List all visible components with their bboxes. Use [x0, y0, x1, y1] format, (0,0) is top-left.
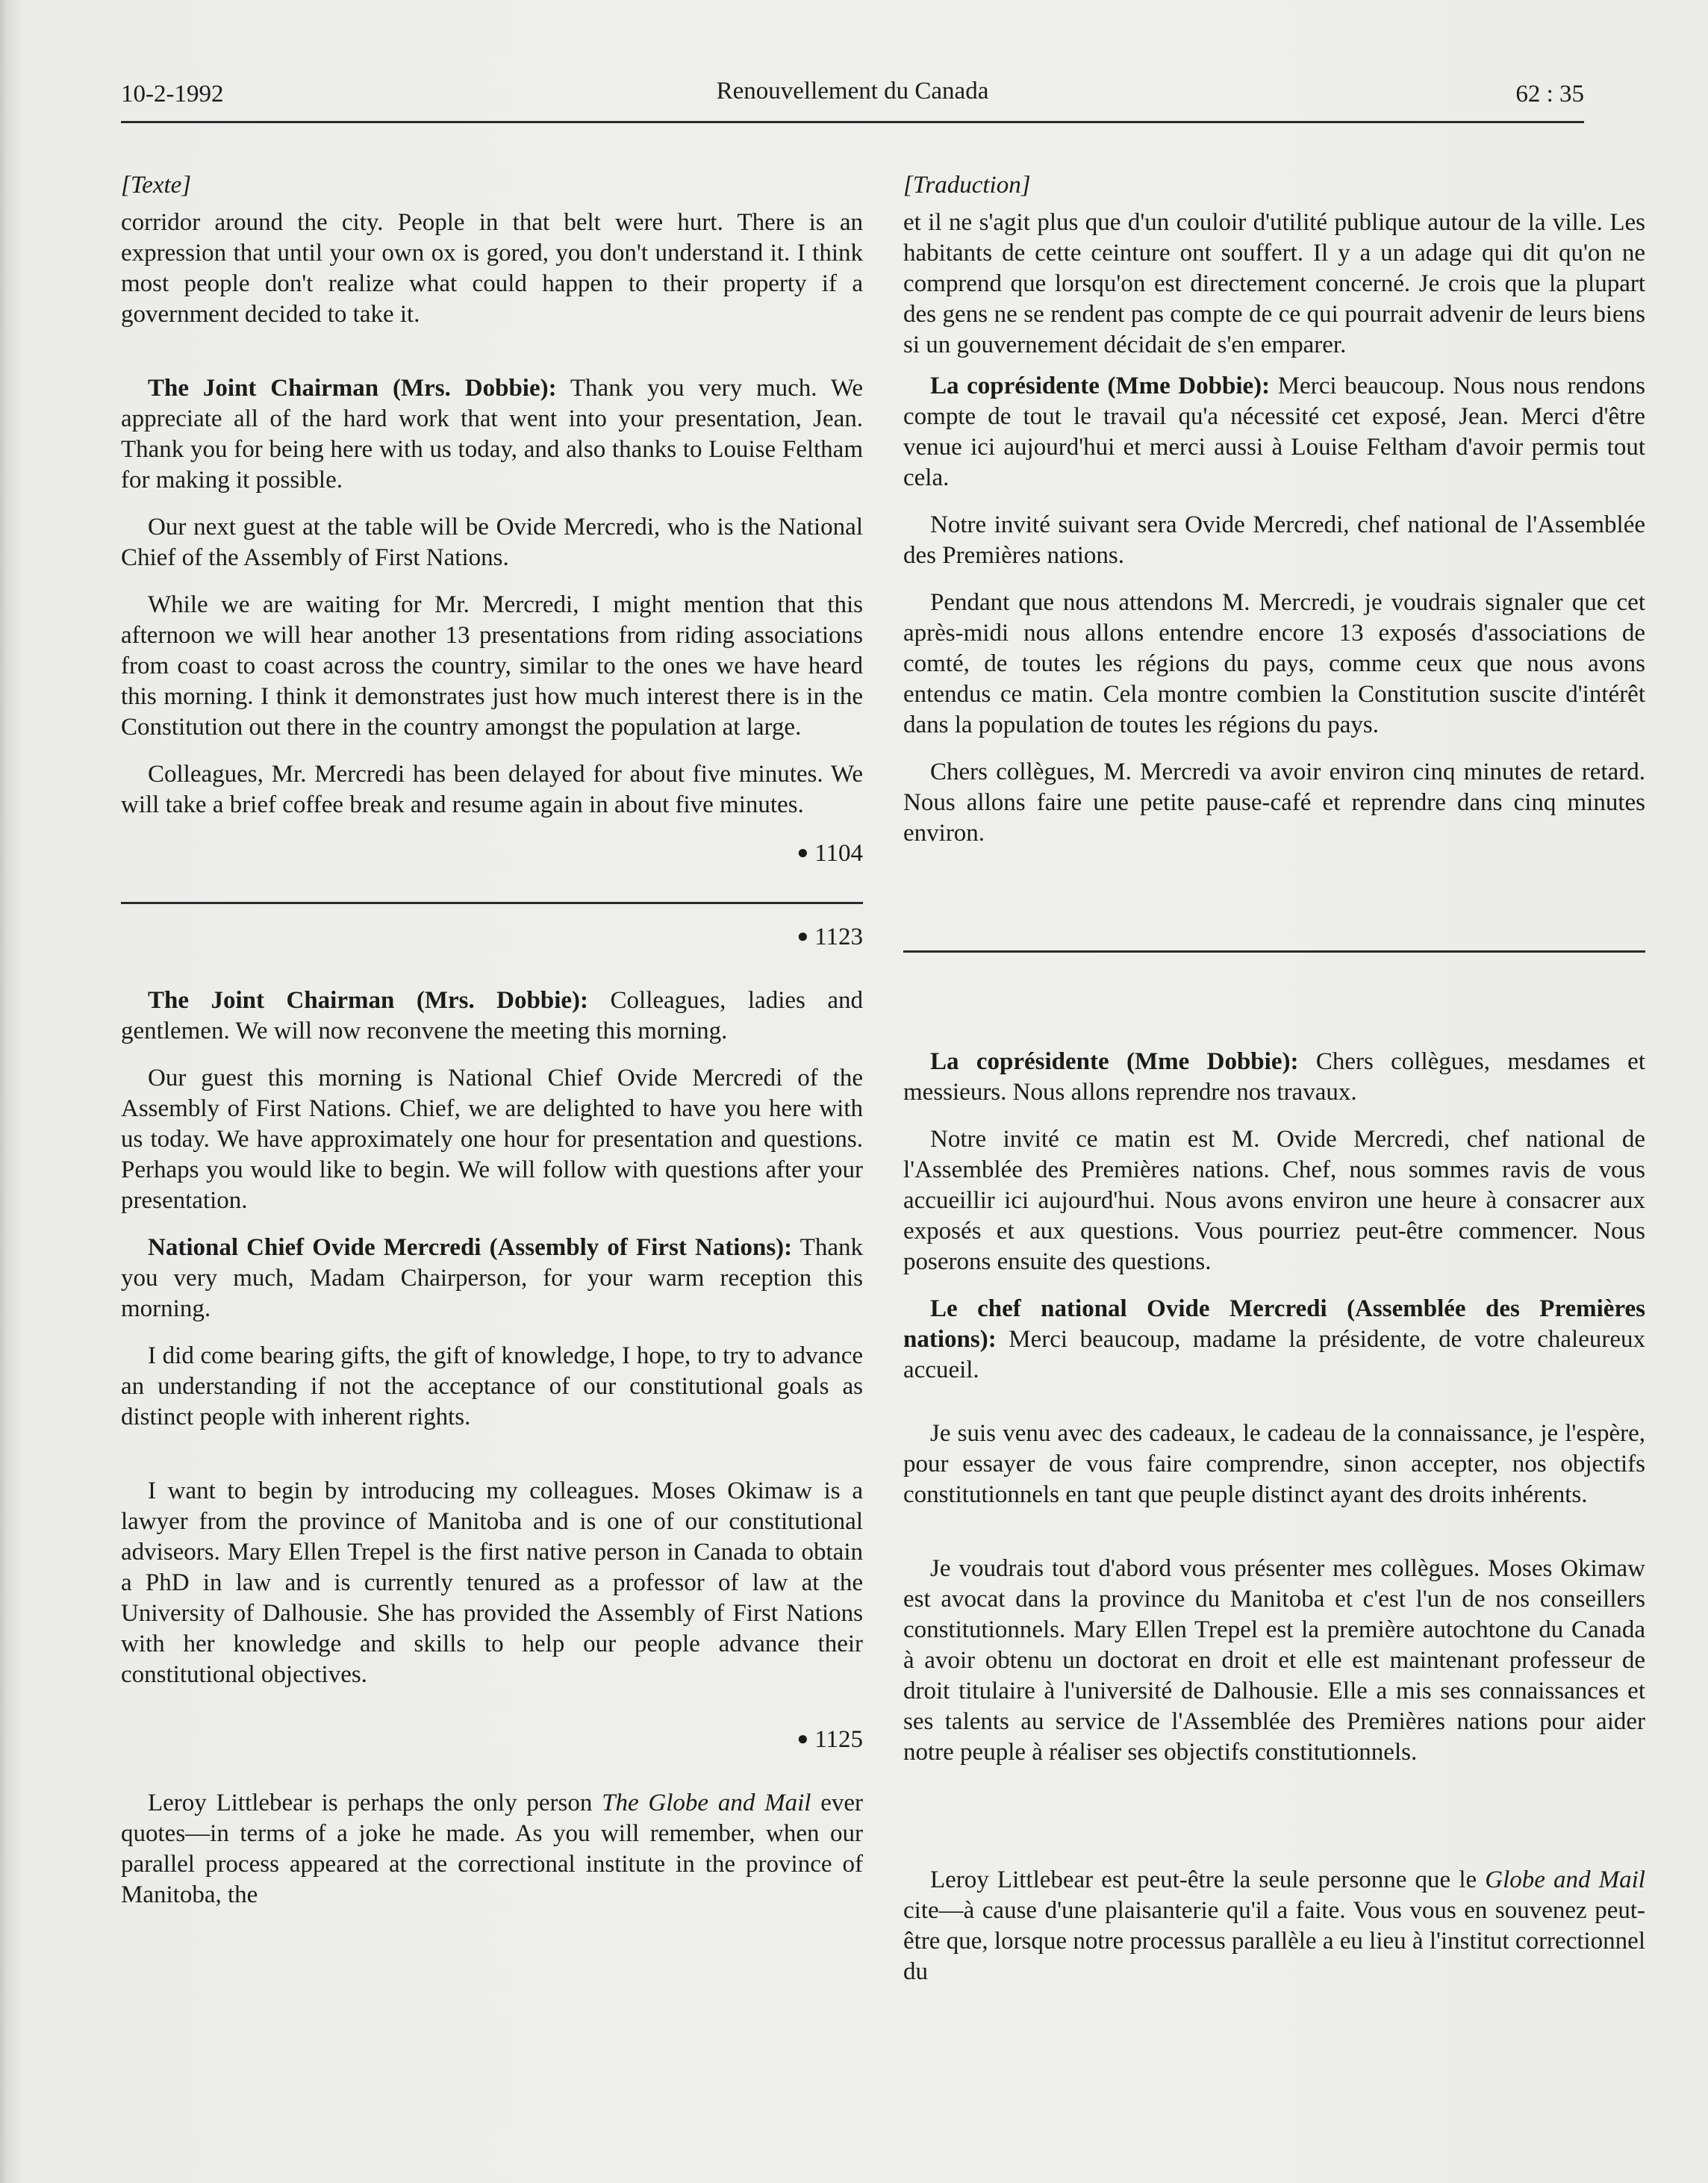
paragraph: corridor around the city. People in that belt were hurt. There is an expression that until your own ox is gored, you don't understand it. I think most people don't realize what could happen to their property if a government decided to take it.	[121, 209, 863, 328]
paragraph	[121, 373, 863, 496]
paragraph: Colleagues, Mr. Mercredi has been delayed for about five minutes. We will take a brief coffee break and resume again in about five minutes.	[121, 761, 863, 818]
bullet-icon: ●	[797, 841, 809, 863]
english-column	[121, 169, 863, 1910]
speech-text: Merci beaucoup. Nous nous rendons compte de tout le travail qu'a nécessité cet exposé, Jean. Merci d'être venue ici aujourd'hui et merci aussi à Louise Feltham d'avoir permis tout cela.	[903, 373, 1645, 491]
speech-text: Thank you very much, Madam Chairperson, for your warm reception this morning.	[121, 1234, 863, 1322]
text-run: ever quotes—in terms of a joke he made. As you will remember, when our parallel process appeared at the correctional institute in the province of Manitoba, the	[121, 1790, 863, 1908]
paragraph: Chers collègues, M. Mercredi va avoir environ cinq minutes de retard. Nous allons faire une petite pause-café et reprendre dans cinq minutes environ.	[903, 759, 1645, 847]
paragraph: Notre invité ce matin est M. Ovide Mercredi, chef national de l'Assemblée des Premières nations. Chef, nous sommes ravis de vous accueillir ici aujourd'hui. Nous avons environ une heure à consacrer aux exposés et aux questions. Vous pourriez peut-être commencer. Nous poserons ensuite des questions.	[903, 1126, 1645, 1275]
time-marker-value: 1123	[814, 924, 863, 950]
time-marker-value: 1104	[814, 840, 863, 867]
speaker-name: The Joint Chairman (Mrs. Dobbie):	[148, 987, 589, 1014]
paragraph: I did come bearing gifts, the gift of knowledge, I hope, to try to advance an understanding if not the acceptance of our constitutional goals as distinct people with inherent rights.	[121, 1342, 863, 1430]
time-marker-value: 1125	[814, 1726, 863, 1753]
paragraph	[903, 1047, 1645, 1108]
header-title: Renouvellement du Canada	[716, 78, 989, 105]
bullet-icon: ●	[797, 925, 809, 947]
paragraph	[121, 985, 863, 1047]
paragraph	[121, 1233, 863, 1324]
time-marker	[121, 837, 863, 869]
paragraph: Our next guest at the table will be Ovide Mercredi, who is the National Chief of the Assembly of First Nations.	[121, 514, 863, 571]
publication-title: Globe and Mail	[1485, 1866, 1645, 1893]
paragraph	[903, 371, 1645, 493]
speaker-name: Le chef national Ovide Mercredi (Assemblée des Premières nations):	[903, 1295, 1645, 1353]
speaker-name: National Chief Ovide Mercredi (Assembly of First Nations):	[148, 1234, 793, 1261]
publication-title: The Globe and Mail	[602, 1790, 811, 1816]
speech-text: Thank you very much. We appreciate all of the hard work that went into your presentation, Jean. Thank you for being here with us today, and also thanks to Louise Feltham for making it possible.	[121, 375, 863, 493]
speaker-name: La coprésidente (Mme Dobbie):	[930, 1048, 1299, 1075]
paragraph: et il ne s'agit plus que d'un couloir d'utilité publique autour de la ville. Les habitants de cette ceinture ont souffert. Il y a un adage qui dit qu'on ne comprend que lorsqu'on est directement concerné. Je crois que la plupart des gens ne se rendent pas compte de ce qui pourrait advenir de leurs biens si un gouvernement décidait de s'en emparer.	[903, 209, 1645, 358]
paragraph: Pendant que nous attendons M. Mercredi, je voudrais signaler que cet après-midi nous allons entendre encore 13 exposés d'associations de comté, de toutes les régions du pays, comme ceux que nous avons entendus ce matin. Cela montre combien la Constitution suscite d'intérêt dans la population de toutes les régions du pays.	[903, 589, 1645, 738]
paragraph: I want to begin by introducing my colleagues. Moses Okimaw is a lawyer from the province of Manitoba and is one of our constitutional adviseors. Mary Ellen Trepel is the first native person in Canada to obtain a PhD in law and is currently tenured as a professor of law at the University of Dalhousie. She has provided the Assembly of First Nations with her knowledge and skills to help our people advance their constitutional objectives.	[121, 1477, 863, 1688]
paragraph	[903, 1865, 1645, 1987]
text-run: Leroy Littlebear est peut-être la seule personne que le	[930, 1866, 1486, 1893]
paragraph: While we are waiting for Mr. Mercredi, I might mention that this afternoon we will hear another 13 presentations from riding associations from coast to coast across the country, similar to the ones we have heard this morning. I think it demonstrates just how much interest there is in the Constitution out there in the country amongst the population at large.	[121, 591, 863, 741]
time-marker	[121, 921, 863, 953]
header-rule	[121, 121, 1584, 123]
time-marker	[121, 1723, 863, 1755]
speech-text: Colleagues, ladies and gentlemen. We will now reconvene the meeting this morning.	[121, 987, 863, 1044]
header-page-number: 62 : 35	[1515, 81, 1584, 108]
paragraph	[903, 1294, 1645, 1386]
french-column	[903, 169, 1645, 1987]
speech-text: Chers collègues, mesdames et messieurs. Nous allons reprendre nos travaux.	[903, 1048, 1645, 1106]
paragraph: Je voudrais tout d'abord vous présenter mes collègues. Moses Okimaw est avocat dans la province du Manitoba et c'est l'un de nos conseillers constitutionnels. Mary Ellen Trepel est la première autochtone du Canada à avoir obtenu un doctorat en droit et elle est maintenant professeur de droit titulaire à l'université de Dalhousie. Elle a mis ses connaissances et ses talents au service de l'Assemblée des Premières nations pour aider notre peuple à réaliser ses objectifs constitutionnels.	[903, 1555, 1645, 1766]
paragraph: Our guest this morning is National Chief Ovide Mercredi of the Assembly of First Nations. Chief, we are delighted to have you here with us today. We have approximately one hour for presentation and questions. Perhaps you would like to begin. We will follow with questions after your presentation.	[121, 1065, 863, 1214]
speaker-name: La coprésidente (Mme Dobbie):	[930, 373, 1271, 399]
paragraph: Je suis venu avec des cadeaux, le cadeau de la connaissance, je l'espère, pour essayer de vous faire comprendre, sinon accepter, nos objectifs constitutionnels en tant que peuple distinct ayant des droits inhérents.	[903, 1420, 1645, 1508]
paragraph	[121, 1788, 863, 1910]
speaker-name: The Joint Chairman (Mrs. Dobbie):	[148, 375, 557, 402]
text-run: Leroy Littlebear is perhaps the only person	[148, 1790, 602, 1816]
bullet-icon: ●	[797, 1728, 809, 1749]
paragraph: Notre invité suivant sera Ovide Mercredi, chef national de l'Assemblée des Premières nations.	[903, 511, 1645, 569]
page-header	[121, 78, 1584, 125]
header-date: 10-2-1992	[121, 81, 224, 108]
column-label-texte: [Texte]	[121, 172, 192, 199]
text-run: cite—à cause d'une plaisanterie qu'il a faite. Vous vous en souvenez peut-être que, lorsque notre processus parallèle a eu lieu à l'institut correctionnel du	[903, 1897, 1645, 1985]
column-label-traduction: [Traduction]	[903, 172, 1031, 199]
speech-text: Merci beaucoup, madame la présidente, de votre chaleureux accueil.	[903, 1326, 1645, 1383]
